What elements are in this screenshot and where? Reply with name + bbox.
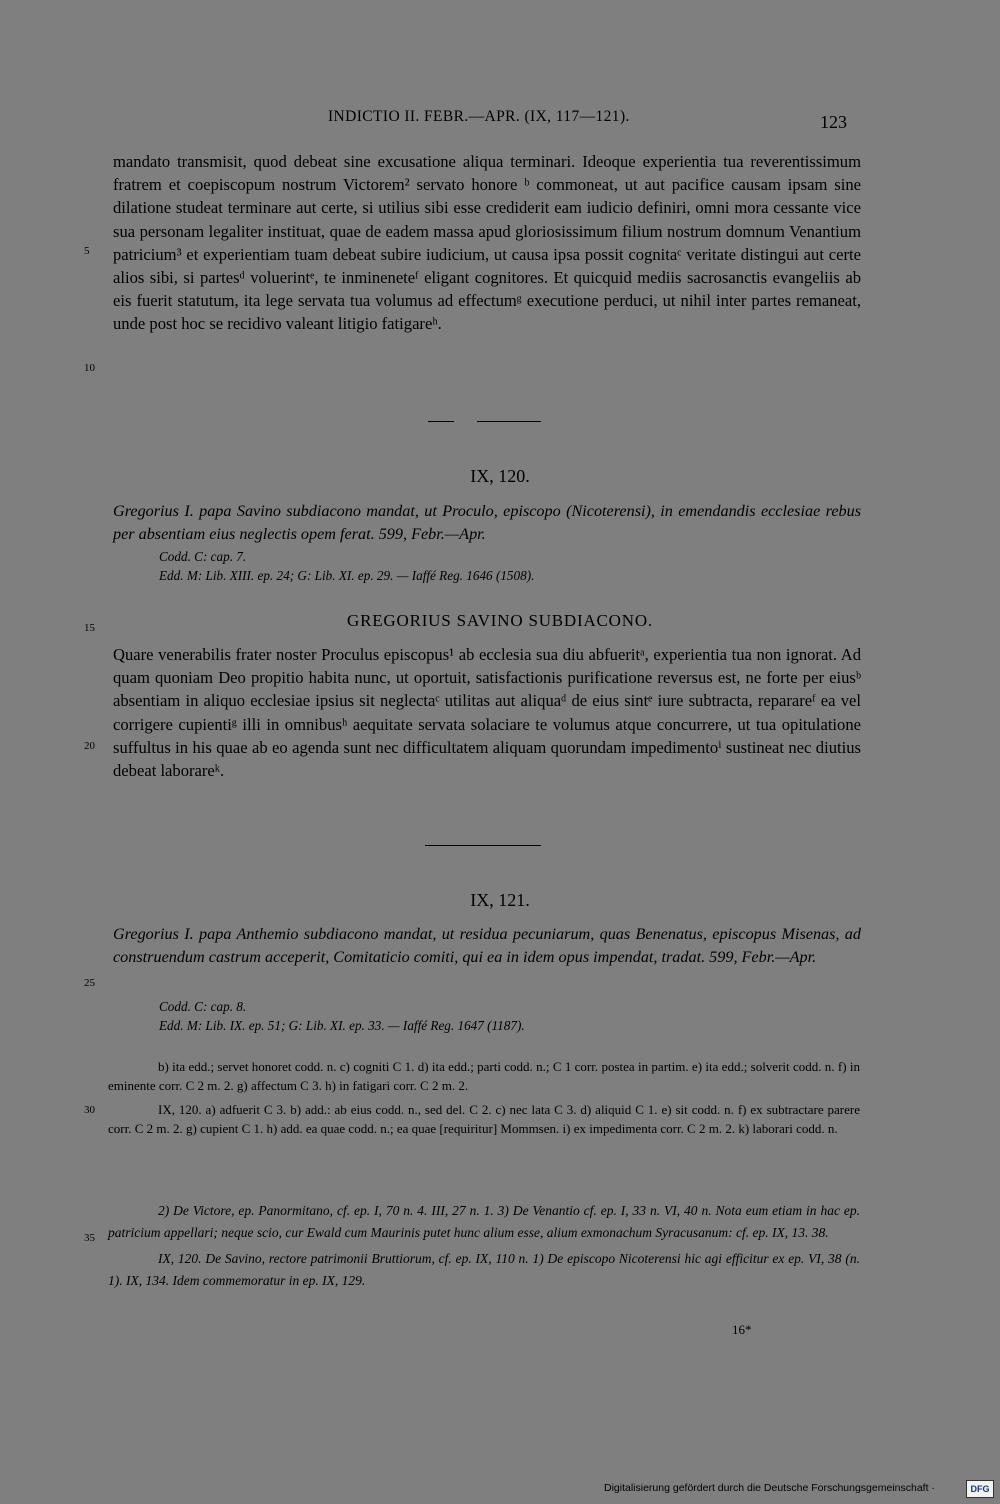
continued-letter-text [113,150,861,336]
running-header: INDICTIO II. FEBR.—APR. (IX, 117—121). [328,108,630,125]
signature-mark: 16* [732,1322,752,1337]
apparatus-note-120: IX, 120. a) adfuerit C 3. b) add.: ab eius codd. n., sed del. C 2. c) nec lata C 3. d) aliquid C 1. e) sit codd. n. f) ex subtractare parere corr. C 2 m. 2. g) cupient C 1. h) add. ea quae codd. n.; ea quae [requiritur] Mommsen. i) ex impedimenta corr. C 2 m. 2. k) laborari codd. n. [108,1102,860,1136]
letter-120-address: GREGORIUS SAVINO SUBDIACONO. [347,611,653,630]
line-number-15: 15 [84,622,95,634]
separator-rule [477,421,541,422]
line-number-10: 10 [84,362,95,374]
letter-121-heading: IX, 121. [470,890,530,910]
letter-121-edd: Edd. M: Lib. IX. ep. 51; G: Lib. XI. ep. 33. — Iaffé Reg. 1647 (1187). [159,1018,525,1033]
separator-rule-2 [425,845,541,846]
letter-120-edd: Edd. M: Lib. XIII. ep. 24; G: Lib. XI. ep. 29. — Iaffé Reg. 1646 (1508). [159,568,535,583]
letter-120-codd: Codd. C: cap. 7. [159,549,247,564]
funding-footer: Digitalisierung gefördert durch die Deutsche Forschungsgemeinschaft · [604,1482,935,1494]
dfg-logo-icon: DFG [966,1480,994,1498]
critical-apparatus [108,1058,860,1138]
commentary-notes [108,1200,860,1291]
line-number-35: 35 [84,1232,95,1244]
letter-120-heading: IX, 120. [470,466,530,486]
commentary-note-119: 2) De Victore, ep. Panormitano, cf. ep. I, 70 n. 4. III, 27 n. 1. 3) De Venantio cf. ep. I, 33 n. VI, 40 n. Nota eum etiam in hac ep. patricium appellari; neque scio, cur Ewald cum Maurinis putet hunc alium esse, alium exmonachum Syracusanum: cf. ep. IX, 13. 38. [108,1203,860,1240]
letter-120-body [113,643,861,782]
line-number-5: 5 [84,245,90,257]
commentary-note-120: IX, 120. De Savino, rectore patrimonii Bruttiorum, cf. ep. IX, 110 n. 1) De episcopo Nicoterensi hic agi efficitur ex ep. VI, 38 (n. 1). IX, 134. Idem commemoratur in ep. IX, 129. [108,1251,860,1288]
letter-121-codd: Codd. C: cap. 8. [159,999,247,1014]
line-number-30: 30 [84,1104,95,1116]
apparatus-note-119: b) ita edd.; servet honoret codd. n. c) cogniti C 1. d) ita edd.; parti codd. n.; C 1 corr. postea in partim. e) ita edd.; solverit codd. n. f) in eminente corr. C 2 m. 2. g) affectum C 3. h) in fatigari corr. C 2 m. 2. [108,1059,860,1093]
top-paragraph: mandato transmisit, quod debeat sine excusatione aliqua terminari. Ideoque experientia tua reverentissimum fratrem et coepiscopum nostrum Victorem² servato honore ᵇ commoneat, ut aut pacifice causam ipsam sine dilatione studeat terminare aut certe, si utilius sibi esse crediderit eam iudicio definiri, omni mora cessante vice sua personam legaliter instituat, quae de eadem massa apud gloriosissimum filium nostrum domnum Venantium patricium³ et experientiam tuam debeat subire iudicium, ut causa ipsa possit cognitaᶜ veritate distingui aut certe alios sibi, si partesᵈ voluerintᵉ, te inmineneteᶠ eligant cognitores. Et quicquid mediis sacrosanctis evangeliis ab eis fuerit statutum, ita lege servata tua volumus ad effectumᵍ executione perduci, ut nihil inter partes remaneat, unde post hoc se recidivo valeant litigio fatigareʰ. [113,152,861,334]
line-number-20: 20 [84,740,95,752]
page-number: 123 [820,112,847,132]
separator-dash [428,421,454,422]
letter-120-summary: Gregorius I. papa Savino subdiacono mandat, ut Proculo, episcopo (Nicoterensi), in emendandis ecclesiae rebus per absentiam eius neglectis opem ferat. 599, Febr.—Apr. [113,502,861,543]
line-number-25: 25 [84,977,95,989]
letter-120-paragraph: Quare venerabilis frater noster Proculus episcopus¹ ab ecclesia sua diu abfueritᵃ, experientia tua non ignorat. Ad quam quoniam Deo propitio habita nunc, ut oportuit, satisfactionis purificatione reversus est, ne forte per eiusᵇ absentiam in aliquo ecclesiae ipsius sit neglectaᶜ utilitas aut aliquaᵈ de eius sintᵉ iure subtracta, reparareᶠ ea vel corrigere cupientiᵍ illi in omnibusʰ aequitate servata solaciare te volumus atque concurrere, ut tua opitulatione suffultus in his quae ab eo agenda sunt nec difficultatem aliquam quorundam impedimentoⁱ sustineat nec diutius debeat laborareᵏ. [113,645,861,781]
letter-121-summary: Gregorius I. papa Anthemio subdiacono mandat, ut residua pecuniarum, quas Benenatus, episcopus Misenas, ad construendum castrum acceperit, Comitaticio comiti, qui ea in idem opus impendat, tradat. 599, Febr.—Apr. [113,925,861,966]
